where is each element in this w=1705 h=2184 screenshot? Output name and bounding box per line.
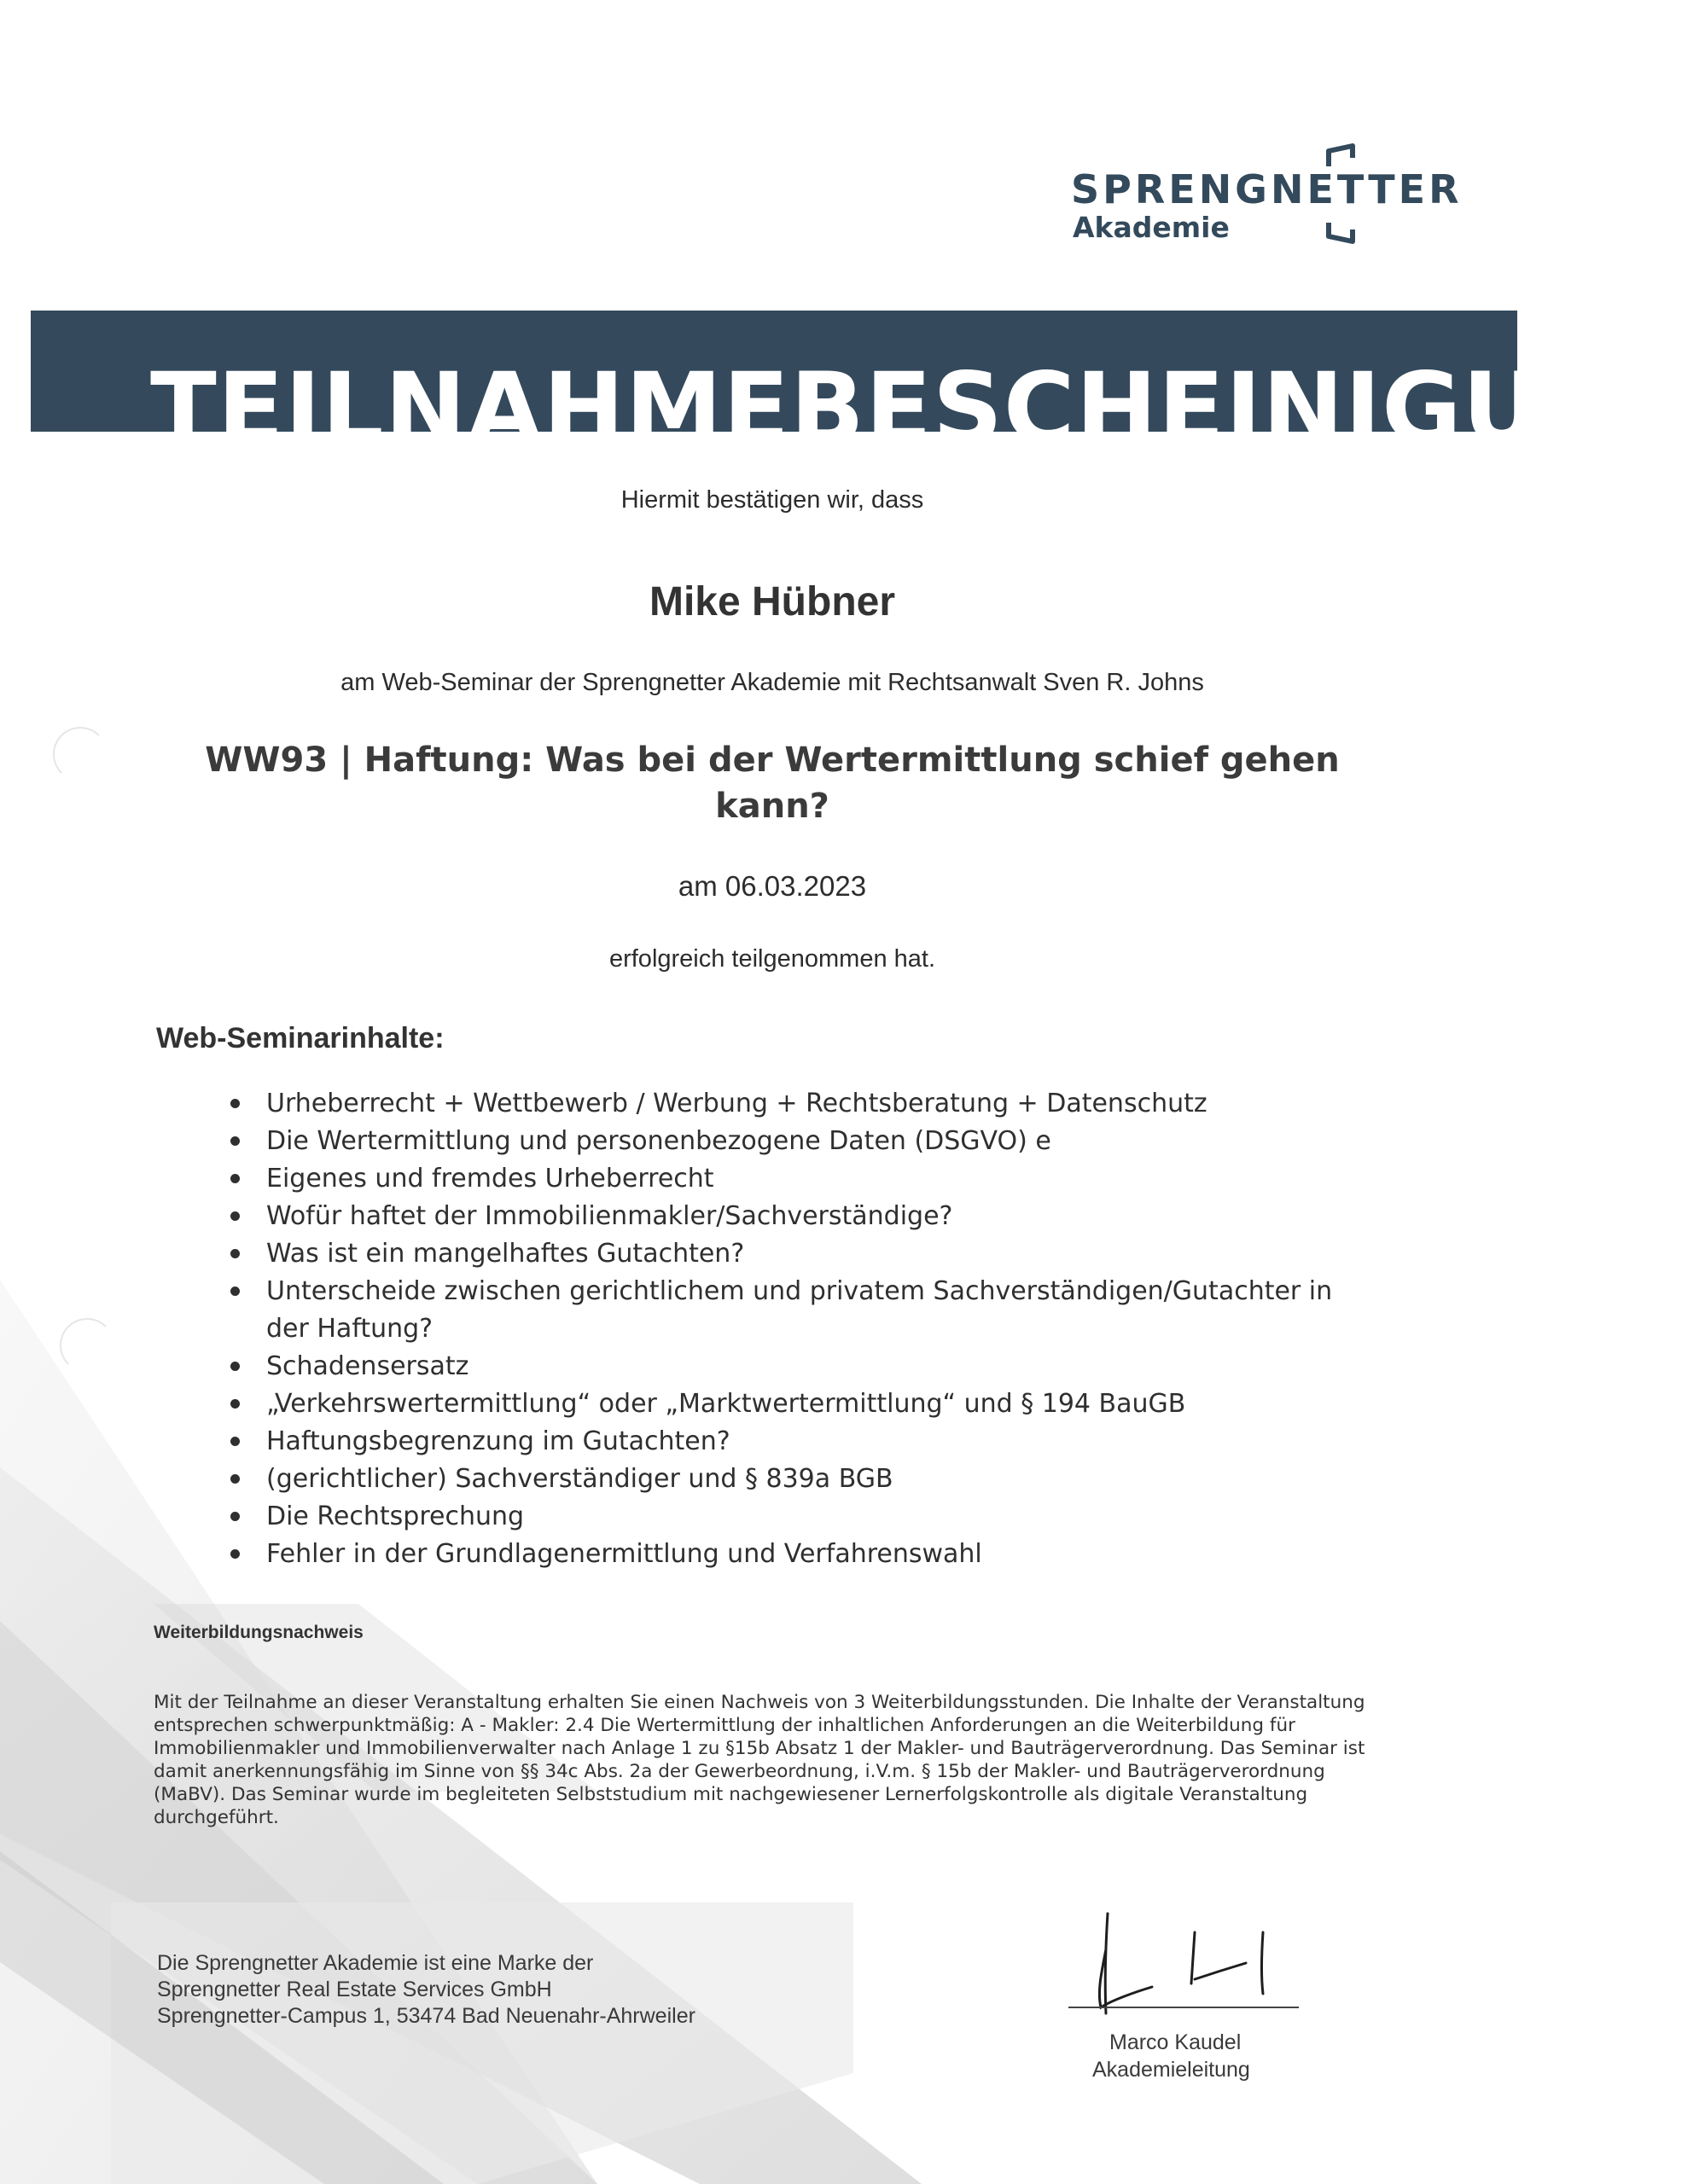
topic-text: Fehler in der Grundlagenermittlung und Verfahrenswahl [266,1539,982,1569]
bullet-icon [230,1474,240,1484]
list-item [230,1160,1382,1198]
topic-text: Die Wertermittlung und personenbezogene Daten (DSGVO) e [266,1126,1051,1156]
bullet-icon [230,1211,240,1221]
bullet-icon [230,1362,240,1371]
topic-text: Unterscheide zwischen gerichtlichem und privatem Sachverständigen/Gutachter in der Haftung? [266,1276,1333,1344]
bullet-icon [230,1174,240,1183]
list-item [230,1498,1382,1536]
topic-text: Urheberrecht + Wettbewerb / Werbung + Rechtsberatung + Datenschutz [266,1089,1207,1118]
topic-text: Eigenes und fremdes Urheberrecht [266,1164,714,1194]
logo-sub: Akademie [1073,211,1230,244]
bullet-icon [230,1549,240,1559]
topic-text: Haftungsbegrenzung im Gutachten? [266,1426,730,1456]
participant-name: Mike Hübner [649,579,896,624]
seminar-by-text: am Web-Seminar der Sprengnetter Akademie mit Rechtsanwalt Sven R. Johns [340,669,1204,696]
seminar-date: am 06.03.2023 [678,870,867,902]
list-item [230,1198,1382,1235]
list-item [230,1085,1382,1123]
list-item [230,1461,1382,1498]
bullet-icon [230,1437,240,1446]
further-education-heading: Weiterbildungsnachweis [154,1623,364,1642]
topic-text: Die Rechtsprechung [266,1502,525,1531]
topic-text: Schadensersatz [266,1351,469,1381]
list-item [230,1423,1382,1461]
bullet-icon [230,1399,240,1409]
topic-text: „Verkehrswertermittlung“ oder „Marktwertermittlung“ und § 194 BauGB [266,1389,1186,1419]
footer-line: Sprengnetter Real Estate Services GmbH [157,1978,552,2001]
certificate-title: TEILNAHMEBESCHEINIGUNG [150,351,1705,465]
intro-text: Hiermit bestätigen wir, dass [620,486,924,514]
topics-list [230,1085,1382,1573]
further-education-text: Mit der Teilnahme an dieser Veranstaltung erhalten Sie einen Nachweis von 3 Weiterbildungsstunden. Die Inhalte der Veranstaltung entsprechen schwerpunktmäßig: A - Makler: 2.4 Die Wertermittlung der inhaltlichen Anforderungen an die Weiterbildung für Immobilienmakler und Immobilienverwalter nach Anlage 1 zu §15b Absatz 1 der Makler- und Bauträgerverordnung. Das Seminar ist damit anerkennungsfähig im Sinne von §§ 34c Abs. 2a der Gewerbeordnung, i.V.m. § 15b der Makler- und Bauträgerverordnung (MaBV). Das Seminar wurde im begleiteten Selbststudium mit nachgewiesener Lernerfolgskontrolle als digitale Veranstaltung durchgeführt. [154,1692,1365,1828]
bullet-icon [230,1136,240,1146]
bullet-icon [230,1249,240,1258]
topic-text: (gerichtlicher) Sachverständiger und § 839a BGB [266,1464,893,1494]
list-item [230,1536,1382,1573]
signer-role: Akademieleitung [1092,2058,1250,2082]
footer-address [157,1950,806,2030]
seminar-title: WW93 | Haftung: Was bei der Wertermittlung schief gehen kann? [205,741,1340,826]
contents-heading: Web-Seminarinhalte: [156,1022,445,1054]
bullet-icon [230,1287,240,1296]
logo-brand: SPRENGNETTER [1071,166,1463,212]
list-item [230,1123,1382,1160]
list-item [230,1348,1382,1385]
signature-line [1068,2007,1299,2008]
bullet-icon [230,1099,240,1108]
bullet-icon [230,1512,240,1521]
footer-line: Sprengnetter-Campus 1, 53474 Bad Neuenahr-Ahrweiler [157,2004,695,2028]
topic-text: Wofür haftet der Immobilienmakler/Sachverständige? [266,1201,953,1231]
topic-text: Was ist ein mangelhaftes Gutachten? [266,1239,745,1269]
footer-line: Die Sprengnetter Akademie ist eine Marke der [157,1951,594,1975]
list-item [230,1385,1382,1423]
list-item [230,1273,1382,1348]
signer-name: Marco Kaudel [1109,2030,1242,2054]
success-text: erfolgreich teilgenommen hat. [608,945,936,973]
list-item [230,1235,1382,1273]
